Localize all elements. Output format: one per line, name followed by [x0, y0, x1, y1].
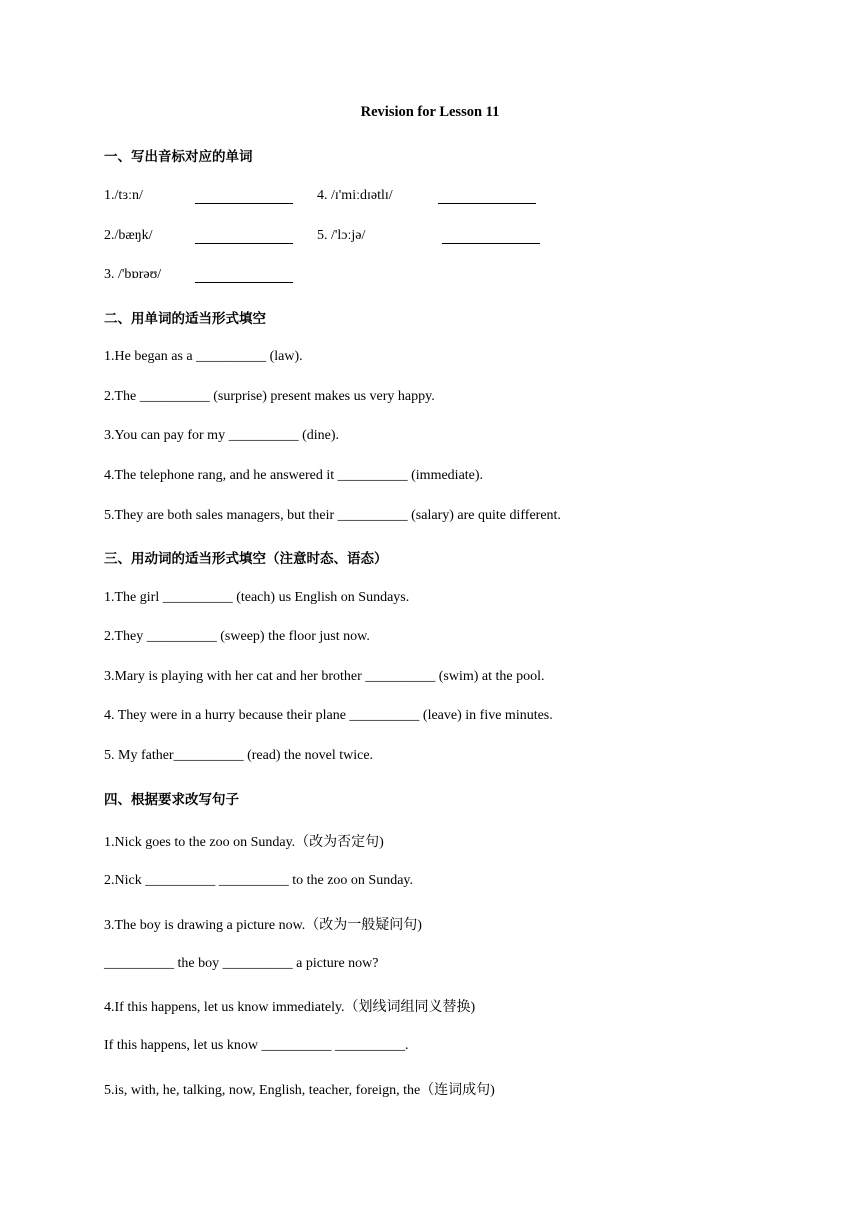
section-2-item-5: 5.They are both sales managers, but their __________ (salary) are quite different. [104, 508, 561, 523]
phonetic-4-label: 4. /ɪ'miːdɪətlɪ/ [317, 188, 393, 203]
section-1-heading: 一、写出音标对应的单词 [104, 149, 253, 165]
section-4-item-6: If this happens, let us know __________ __________. [104, 1038, 409, 1053]
section-4-item-4: __________ the boy __________ a picture now? [104, 956, 379, 971]
section-2-item-2: 2.The __________ (surprise) present makes us very happy. [104, 389, 435, 404]
document-title: Revision for Lesson 11 [360, 104, 500, 120]
section-3-item-1: 1.The girl __________ (teach) us English on Sundays. [104, 590, 410, 605]
section-3-item-5: 5. My father__________ (read) the novel twice. [104, 748, 374, 763]
phonetic-4-answer-blank[interactable] [438, 203, 536, 204]
section-4-item-7: 5.is, with, he, talking, now, English, teacher, foreign, the（连词成句) [104, 1083, 495, 1098]
section-2-item-4: 4.The telephone rang, and he answered it __________ (immediate). [104, 468, 484, 483]
section-2-item-3: 3.You can pay for my __________ (dine). [104, 428, 339, 443]
section-3-item-2: 2.They __________ (sweep) the floor just now. [104, 629, 370, 644]
phonetic-5-label: 5. /'lɔːjə/ [317, 228, 366, 243]
section-4-item-5: 4.If this happens, let us know immediately.（划线词组同义替换) [104, 1000, 476, 1015]
section-4-item-2: 2.Nick __________ __________ to the zoo on Sunday. [104, 873, 414, 888]
phonetic-1-answer-blank[interactable] [195, 203, 293, 204]
section-3-item-4: 4. They were in a hurry because their plane __________ (leave) in five minutes. [104, 708, 553, 723]
section-3-heading: 三、用动词的适当形式填空（注意时态、语态） [104, 551, 388, 567]
section-4-item-3: 3.The boy is drawing a picture now.（改为一般疑问句) [104, 918, 422, 933]
section-3-item-3: 3.Mary is playing with her cat and her brother __________ (swim) at the pool. [104, 669, 545, 684]
section-4-heading: 四、根据要求改写句子 [104, 792, 239, 808]
phonetic-5-answer-blank[interactable] [442, 243, 540, 244]
phonetic-1-label: 1./tɜːn/ [104, 188, 143, 203]
phonetic-3-answer-blank[interactable] [195, 282, 293, 283]
phonetic-3-label: 3. /'bɒrəʊ/ [104, 267, 162, 282]
section-4-item-1: 1.Nick goes to the zoo on Sunday.（改为否定句) [104, 835, 384, 850]
phonetic-2-answer-blank[interactable] [195, 243, 293, 244]
section-2-item-1: 1.He began as a __________ (law). [104, 349, 303, 364]
phonetic-2-label: 2./bæŋk/ [104, 228, 153, 243]
section-2-heading: 二、用单词的适当形式填空 [104, 311, 266, 327]
